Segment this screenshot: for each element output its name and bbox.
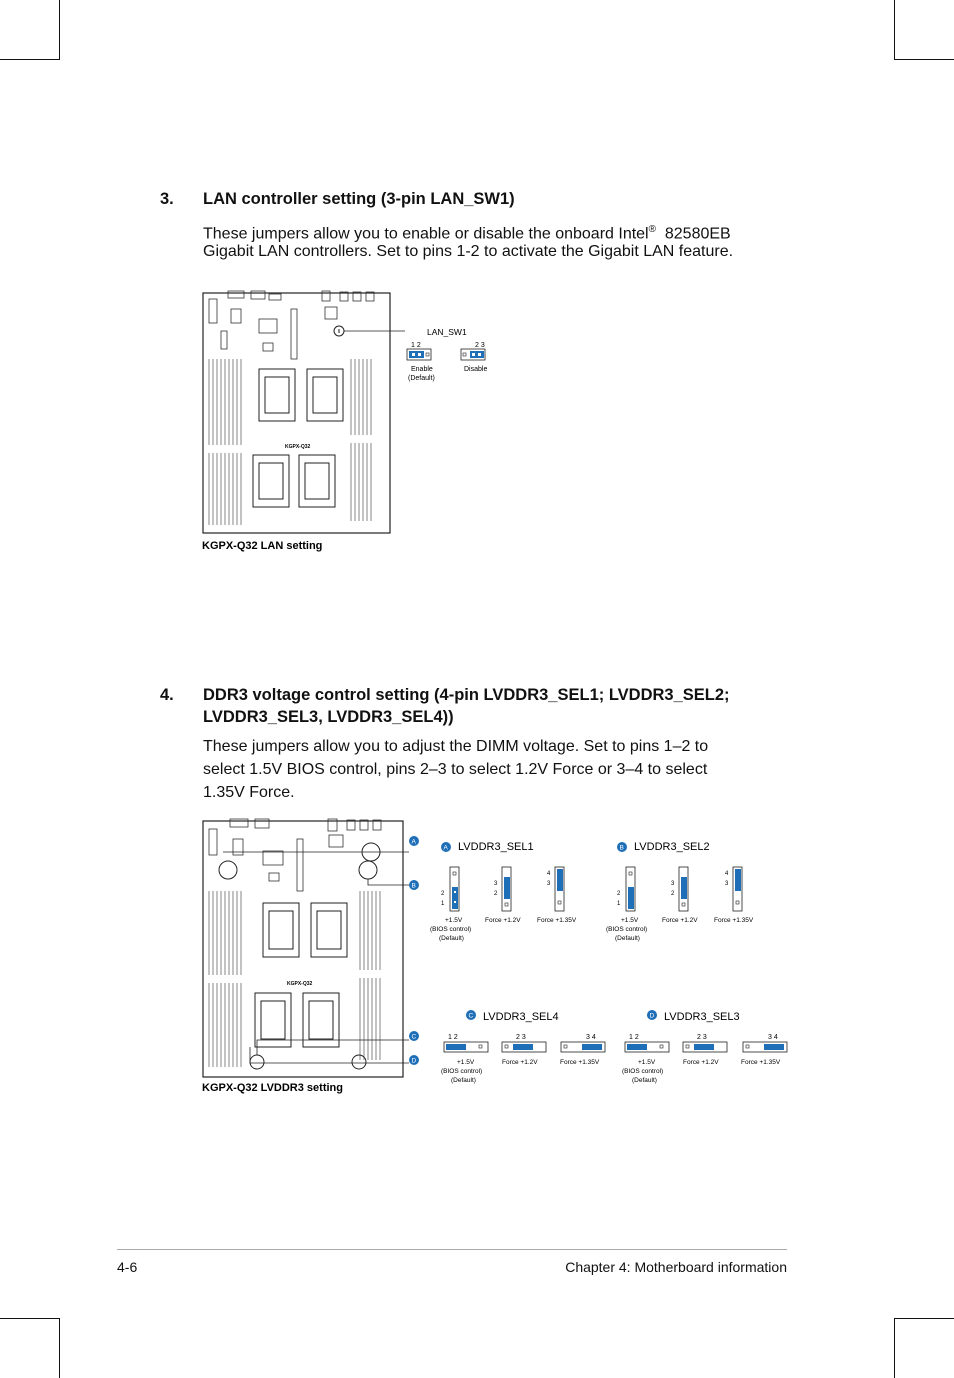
svg-text:4: 4 [725,871,729,877]
svg-text:Force +1.2V: Force +1.2V [683,1059,719,1066]
paragraph-line: Gigabit LAN controllers. Set to pins 1-2 to activate the Gigabit LAN feature. [203,243,734,260]
motherboard-outline [203,293,390,533]
paragraph-line: These jumpers allow you to adjust the DIMM voltage. Set to pins 1–2 to [203,738,709,755]
section-heading: LAN controller setting (3-pin LAN_SW1) [203,190,515,208]
svg-text:2: 2 [494,891,498,897]
svg-text:+1.5V: +1.5V [621,917,639,924]
board-label: KGPX-Q32 [285,444,311,450]
group-lvddr3-sel2 [606,841,754,942]
group-title: LVDDR3_SEL3 [664,1011,740,1023]
svg-text:3: 3 [494,881,498,887]
crop-mark [894,1318,895,1378]
svg-text:(Default): (Default) [632,1077,657,1084]
option-label: Enable [411,366,433,373]
svg-text:B: B [619,844,624,852]
footer-rule [117,1249,787,1250]
svg-text:3 4: 3 4 [586,1034,596,1041]
crop-mark [894,59,954,60]
svg-text:(Default): (Default) [451,1077,476,1084]
chapter-title: Chapter 4: Motherboard information [565,1259,787,1275]
svg-text:Force +1.35V: Force +1.35V [714,917,754,924]
board-label: KGPX-Q32 [287,981,313,987]
svg-text:1 2: 1 2 [629,1034,639,1041]
svg-text:3: 3 [725,881,729,887]
group-title: LVDDR3_SEL4 [483,1011,559,1023]
section-heading: DDR3 voltage control setting (4-pin LVDDR3_SEL1; LVDDR3_SEL2; [203,686,730,704]
svg-text:4: 4 [547,871,551,877]
marker-a: A [411,838,416,846]
svg-text:(BIOS control): (BIOS control) [606,926,648,933]
svg-text:2: 2 [617,891,621,897]
paragraph-line: 1.35V Force. [203,784,295,801]
section-number: 3. [160,190,174,208]
registered-mark: ® [648,224,656,235]
figure-caption: KGPX-Q32 LAN setting [202,540,323,552]
svg-text:Force +1.35V: Force +1.35V [741,1059,781,1066]
paragraph-line: These jumpers allow you to enable or disable the onboard Intel® 82580EB [203,224,731,243]
option-label: Disable [464,366,488,373]
crop-mark [59,0,60,60]
svg-text:D: D [649,1012,655,1020]
pin-numbers: 2 3 [475,342,485,349]
crop-mark [0,59,60,60]
svg-text:Force +1.2V: Force +1.2V [662,917,698,924]
svg-text:Force +1.2V: Force +1.2V [502,1059,538,1066]
svg-text:C: C [468,1012,474,1020]
svg-text:(BIOS control): (BIOS control) [430,926,472,933]
group-lvddr3-sel3 [622,1010,787,1084]
svg-text:(Default): (Default) [615,935,640,942]
svg-text:2 3: 2 3 [697,1034,707,1041]
marker-d: D [411,1057,417,1065]
svg-text:3 4: 3 4 [768,1034,778,1041]
svg-text:+1.5V: +1.5V [638,1059,656,1066]
svg-text:2 3: 2 3 [516,1034,526,1041]
lvddr3-setting-figure [195,815,805,1100]
group-lvddr3-sel1 [430,841,577,942]
svg-text:(BIOS control): (BIOS control) [441,1068,483,1075]
svg-text:(Default): (Default) [439,935,464,942]
callout-label: LAN_SW1 [427,327,467,337]
section-number: 4. [160,686,174,704]
group-title: LVDDR3_SEL2 [634,841,710,853]
svg-text:1 2: 1 2 [448,1034,458,1041]
jumper-cap [409,351,424,358]
svg-text:3: 3 [547,881,551,887]
svg-text:(BIOS control): (BIOS control) [622,1068,664,1075]
crop-mark [0,1318,60,1319]
group-lvddr3-sel4 [441,1010,605,1084]
crop-mark [894,1318,954,1319]
option-sublabel: (Default) [408,375,435,382]
marker-c: C [411,1033,417,1041]
page-number: 4-6 [117,1259,138,1275]
lan-setting-figure [195,285,515,555]
svg-text:A: A [443,844,448,852]
marker-b: B [411,882,416,890]
crop-mark [894,0,895,60]
group-title: LVDDR3_SEL1 [458,841,534,853]
crop-mark [59,1318,60,1378]
paragraph-line: select 1.5V BIOS control, pins 2–3 to select 1.2V Force or 3–4 to select [203,761,708,778]
svg-text:+1.5V: +1.5V [445,917,463,924]
marker-badges [409,836,419,1065]
svg-text:Force +1.35V: Force +1.35V [537,917,577,924]
svg-text:+1.5V: +1.5V [457,1059,475,1066]
figure-caption: KGPX-Q32 LVDDR3 setting [202,1082,343,1094]
svg-text:1: 1 [617,901,621,907]
svg-text:2: 2 [441,891,445,897]
svg-text:1: 1 [441,901,445,907]
pin-numbers: 1 2 [411,342,421,349]
svg-text:2: 2 [671,891,675,897]
section-heading: LVDDR3_SEL3, LVDDR3_SEL4)) [203,708,454,726]
svg-text:Force +1.2V: Force +1.2V [485,917,521,924]
svg-text:Force +1.35V: Force +1.35V [560,1059,600,1066]
svg-text:3: 3 [671,881,675,887]
